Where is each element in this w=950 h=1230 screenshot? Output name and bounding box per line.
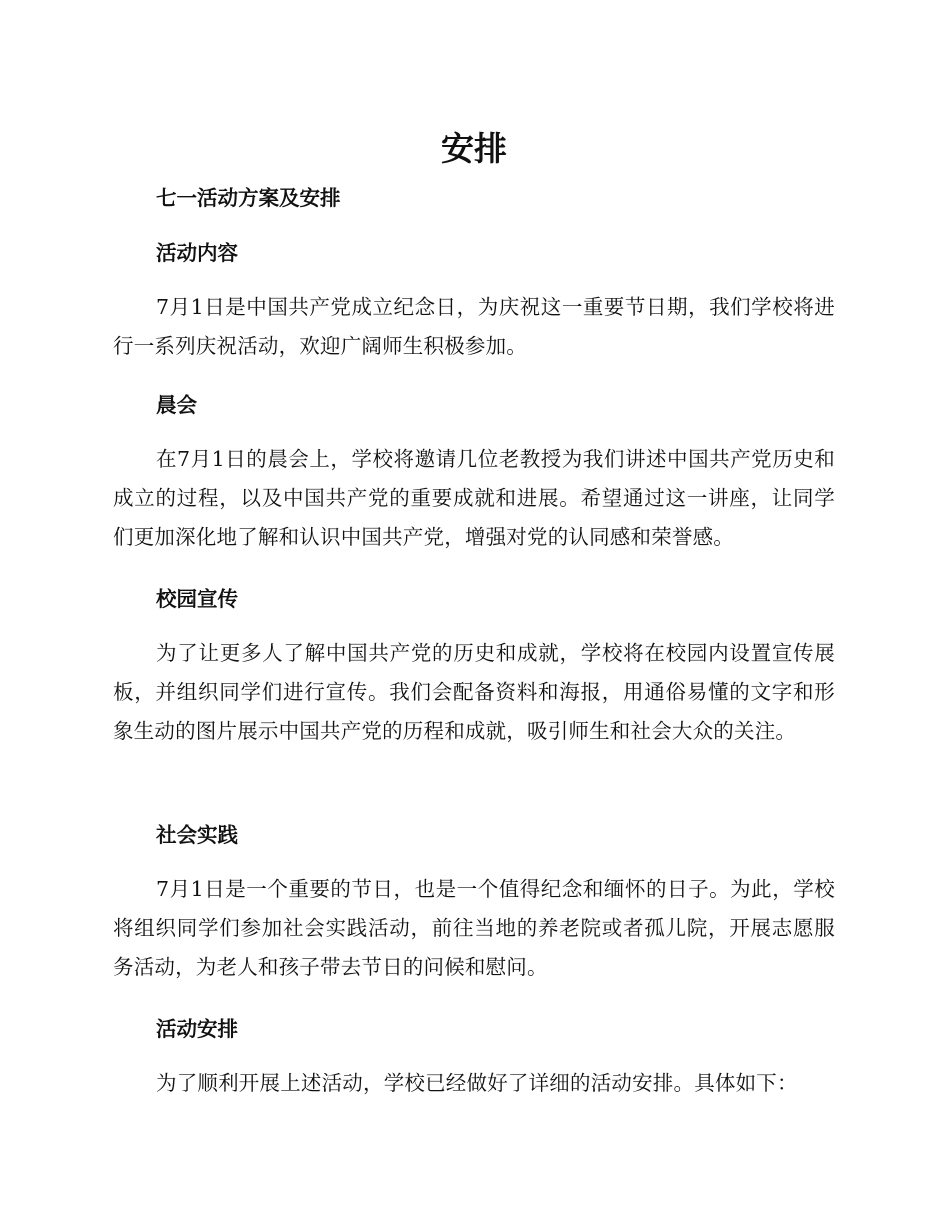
section-heading-arrangement: 活动安排 bbox=[156, 1017, 238, 1041]
section-body-content: 7月1日是中国共产党成立纪念日，为庆祝这一重要节日期，我们学校将进行一系列庆祝活动，欢迎广阔师生积极参加。 bbox=[113, 295, 835, 358]
section-body-morning-meeting: 在7月1日的晨会上，学校将邀请几位老教授为我们讲述中国共产党历史和成立的过程，以及中国共产党的重要成就和进展。希望通过这一讲座，让同学们更加深化地了解和认识中国共产党，增强对党的认同感和荣誉感。 bbox=[113, 447, 835, 549]
document-page bbox=[113, 0, 835, 1230]
section-heading-morning-meeting: 晨会 bbox=[156, 393, 197, 417]
section-body-arrangement: 为了顺利开展上述活动，学校已经做好了详细的活动安排。具体如下： bbox=[156, 1071, 798, 1095]
section-heading-social-practice: 社会实践 bbox=[156, 823, 238, 847]
section-heading-content: 活动内容 bbox=[156, 241, 238, 265]
document-title: 安排 bbox=[441, 129, 507, 168]
document-subtitle: 七一活动方案及安排 bbox=[156, 186, 341, 210]
section-body-social-practice: 7月1日是一个重要的节日，也是一个值得纪念和缅怀的日子。为此，学校将组织同学们参加社会实践活动，前往当地的养老院或者孤儿院，开展志愿服务活动，为老人和孩子带去节日的问候和慰问。 bbox=[113, 877, 835, 979]
section-heading-campus-publicity: 校园宣传 bbox=[156, 587, 238, 611]
section-body-campus-publicity: 为了让更多人了解中国共产党的历史和成就，学校将在校园内设置宣传展板，并组织同学们进行宣传。我们会配备资料和海报，用通俗易懂的文字和形象生动的图片展示中国共产党的历程和成就，吸引师生和社会大众的关注。 bbox=[113, 641, 835, 743]
